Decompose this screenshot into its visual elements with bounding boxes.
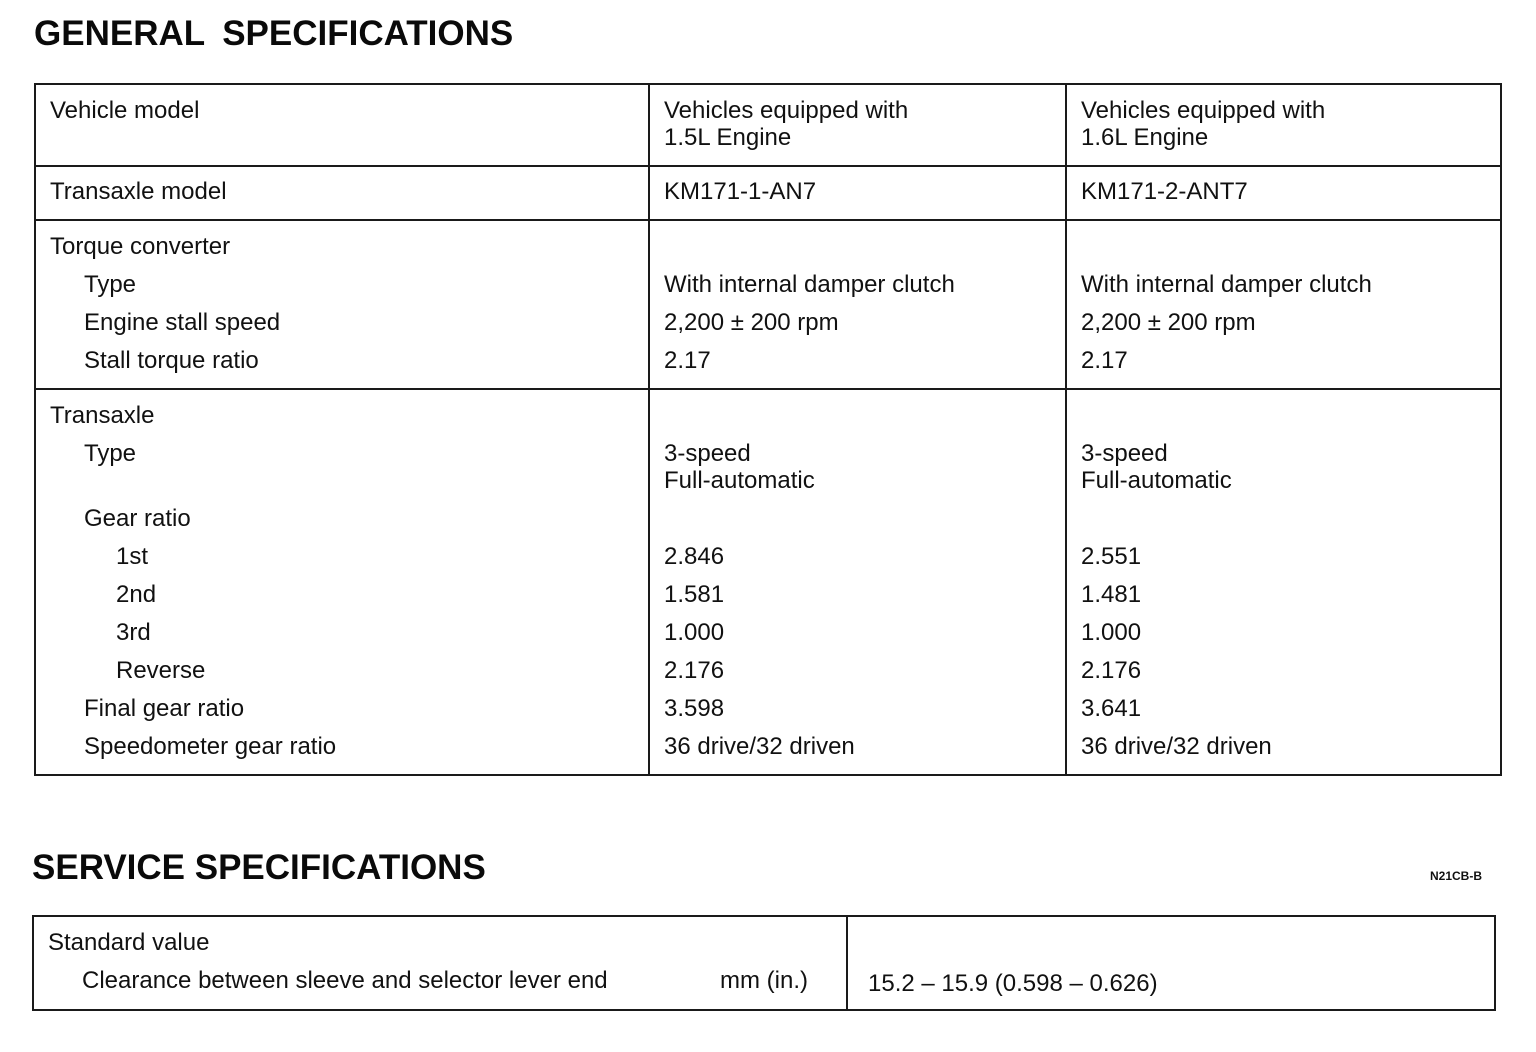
clearance-item-label: Clearance between sleeve and selector lever end	[82, 967, 608, 994]
clearance-value: 15.2 – 15.9 (0.598 – 0.626)	[868, 970, 1158, 997]
transaxle-row	[35, 389, 1501, 775]
service-specifications-title: SERVICE SPECIFICATIONS	[32, 848, 486, 887]
vehicle-model-label-cell	[35, 84, 649, 166]
gear-reverse-1-6l: 2.176	[1081, 657, 1142, 684]
vehicle-model-row	[35, 84, 1501, 166]
vehicle-model-1-5l-cell	[649, 84, 1066, 166]
transaxle-label: Transaxle	[50, 402, 155, 429]
torque-type-label: Type	[84, 271, 137, 298]
torque-converter-1-5l-cell	[649, 220, 1066, 389]
final-gear-1-5l: 3.598	[664, 695, 725, 722]
speedometer-gear-ratio-label: Speedometer gear ratio	[84, 733, 337, 760]
transaxle-model-label: Transaxle model	[50, 178, 227, 205]
stall-torque-1-5l: 2.17	[664, 347, 711, 374]
transaxle-1-5l-cell	[649, 389, 1066, 775]
final-gear-1-6l: 3.641	[1081, 695, 1142, 722]
torque-converter-label-cell	[35, 220, 649, 389]
vehicle-1-6l-line2: 1.6L Engine	[1081, 124, 1209, 151]
transaxle-type-1-6l-line2: Full-automatic	[1081, 467, 1232, 494]
transaxle-model-1-6l: KM171-2-ANT7	[1081, 178, 1248, 205]
vehicle-1-5l-line1: Vehicles equipped with	[664, 97, 909, 124]
transaxle-model-1-6l-cell	[1066, 166, 1501, 220]
torque-converter-1-6l-cell	[1066, 220, 1501, 389]
stall-speed-1-5l: 2,200 ± 200 rpm	[664, 309, 839, 336]
clearance-unit: mm (in.)	[720, 967, 808, 994]
transaxle-type-label: Type	[84, 440, 137, 467]
torque-converter-label: Torque converter	[50, 233, 231, 260]
vehicle-model-1-6l-cell	[1066, 84, 1501, 166]
gear-3rd-1-6l: 1.000	[1081, 619, 1142, 646]
standard-value-row	[33, 916, 1495, 1010]
vehicle-1-6l-line1: Vehicles equipped with	[1081, 97, 1326, 124]
standard-value-label: Standard value	[48, 929, 210, 956]
vehicle-1-5l-line2: 1.5L Engine	[664, 124, 792, 151]
document-code: N21CB-B	[1430, 869, 1483, 883]
stall-torque-1-6l: 2.17	[1081, 347, 1128, 374]
standard-value-label-cell	[33, 916, 847, 1010]
gear-reverse-label: Reverse	[116, 657, 206, 684]
vehicle-model-label: Vehicle model	[50, 97, 200, 124]
transaxle-type-1-5l-line1: 3-speed	[664, 440, 751, 467]
final-gear-ratio-label: Final gear ratio	[84, 695, 245, 722]
engine-stall-speed-label: Engine stall speed	[84, 309, 281, 336]
transaxle-model-label-cell	[35, 166, 649, 220]
torque-type-1-6l: With internal damper clutch	[1081, 271, 1372, 298]
service-specifications-table	[32, 915, 1496, 1011]
gear-1st-1-5l: 2.846	[664, 543, 725, 570]
transaxle-label-cell	[35, 389, 649, 775]
gear-2nd-1-5l: 1.581	[664, 581, 725, 608]
torque-type-1-5l: With internal damper clutch	[664, 271, 955, 298]
transaxle-type-1-5l-line2: Full-automatic	[664, 467, 815, 494]
standard-value-cell	[847, 916, 1495, 1010]
general-specifications-table	[34, 83, 1502, 776]
general-specifications-title: GENERAL SPECIFICATIONS	[34, 14, 514, 53]
transaxle-1-6l-cell	[1066, 389, 1501, 775]
gear-reverse-1-5l: 2.176	[664, 657, 725, 684]
stall-speed-1-6l: 2,200 ± 200 rpm	[1081, 309, 1256, 336]
transaxle-type-1-6l-line1: 3-speed	[1081, 440, 1168, 467]
gear-3rd-label: 3rd	[116, 619, 151, 646]
gear-1st-1-6l: 2.551	[1081, 543, 1142, 570]
gear-2nd-label: 2nd	[116, 581, 157, 608]
gear-1st-label: 1st	[116, 543, 149, 570]
speedo-gear-1-6l: 36 drive/32 driven	[1081, 733, 1272, 760]
transaxle-model-1-5l: KM171-1-AN7	[664, 178, 817, 205]
gear-3rd-1-5l: 1.000	[664, 619, 725, 646]
gear-ratio-label: Gear ratio	[84, 505, 191, 532]
transaxle-model-row	[35, 166, 1501, 220]
transaxle-model-1-5l-cell	[649, 166, 1066, 220]
stall-torque-ratio-label: Stall torque ratio	[84, 347, 259, 374]
gear-2nd-1-6l: 1.481	[1081, 581, 1142, 608]
speedo-gear-1-5l: 36 drive/32 driven	[664, 733, 855, 760]
torque-converter-row	[35, 220, 1501, 389]
